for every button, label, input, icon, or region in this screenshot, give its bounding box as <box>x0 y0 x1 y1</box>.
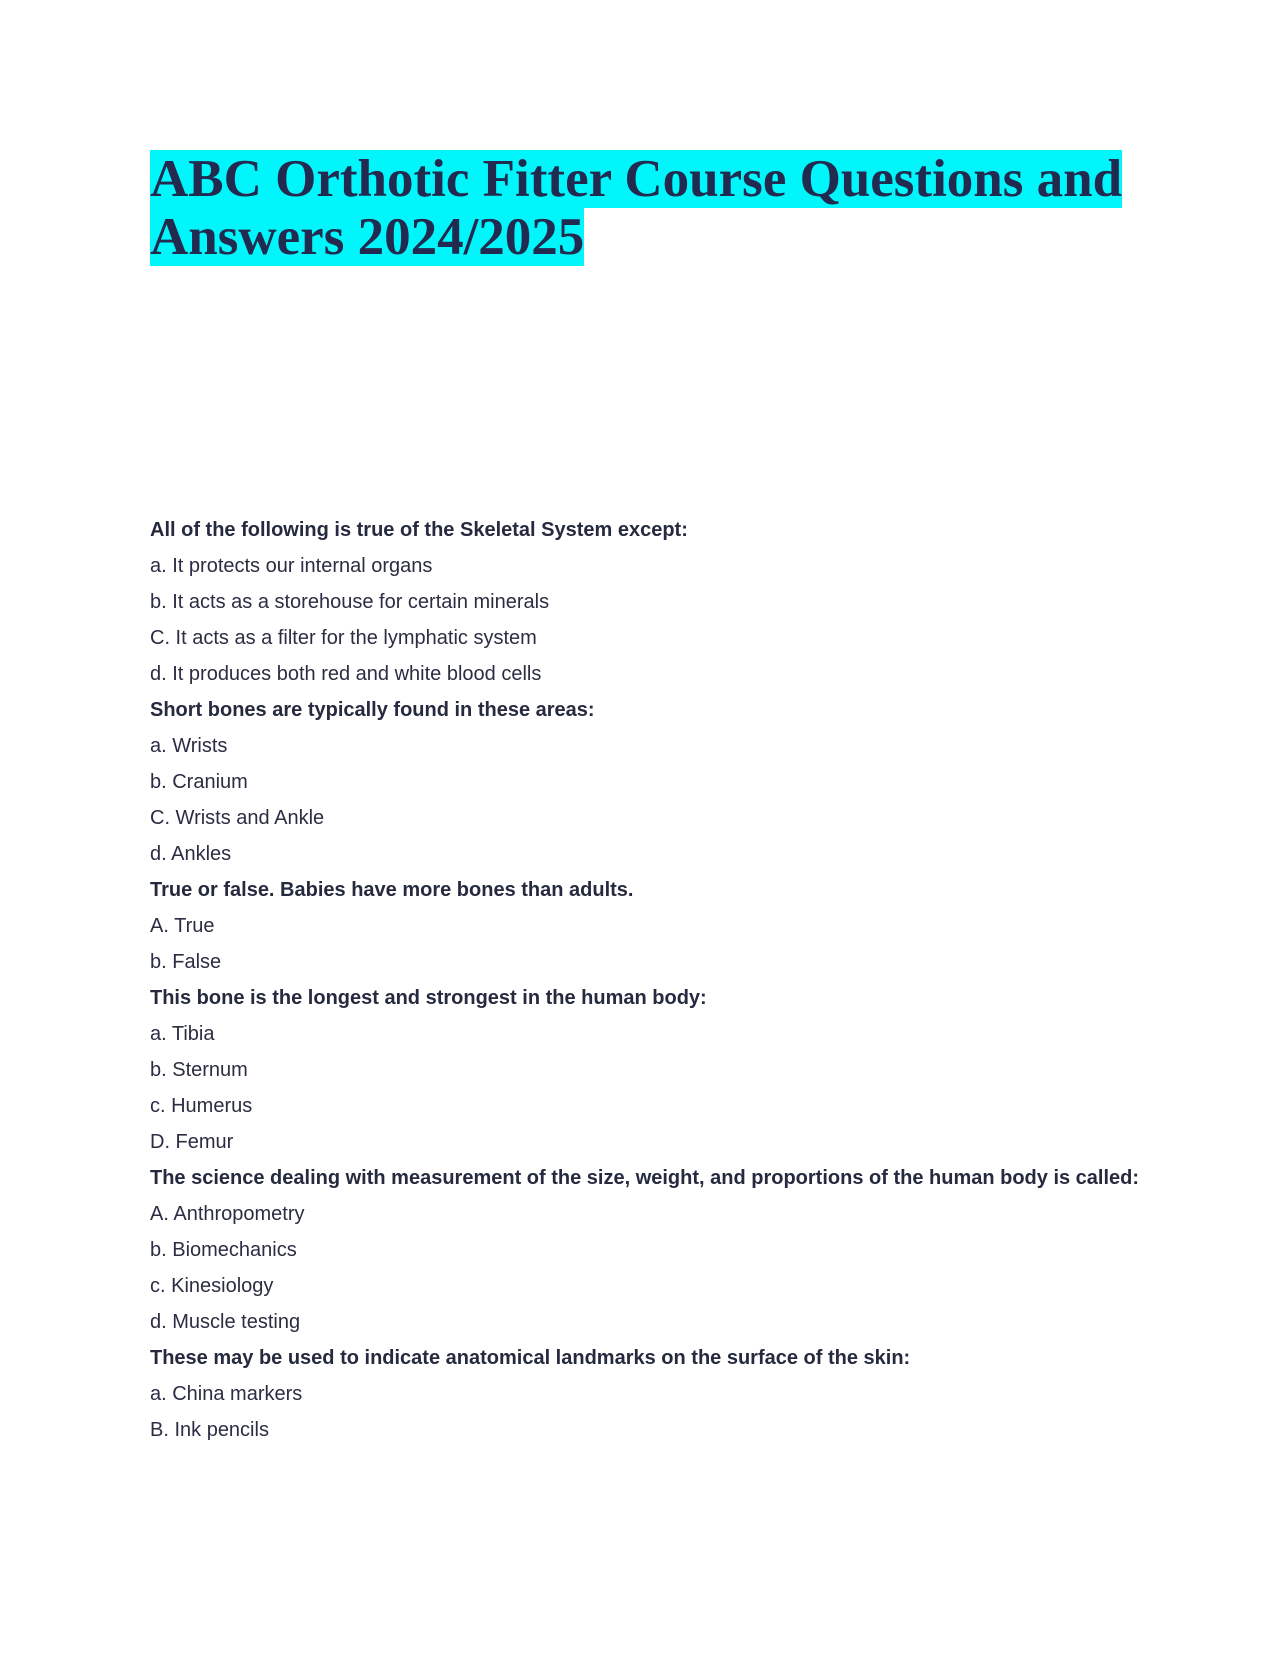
question-block <box>150 692 1160 872</box>
question-list <box>150 512 1160 1448</box>
answer-option: C. Wrists and Ankle <box>150 807 325 829</box>
question-block <box>150 1340 1160 1448</box>
answer-option: c. Kinesiology <box>150 1275 274 1297</box>
answer-option: b. Sternum <box>150 1059 248 1081</box>
question-block <box>150 980 1160 1160</box>
answer-option: b. False <box>150 951 222 973</box>
question-text: This bone is the longest and strongest in the human body: <box>150 987 707 1009</box>
answer-option: c. Humerus <box>150 1095 253 1117</box>
answer-option: a. Wrists <box>150 735 228 757</box>
answer-option: C. It acts as a filter for the lymphatic system <box>150 627 537 649</box>
question-text: Short bones are typically found in these areas: <box>150 699 595 721</box>
question-block <box>150 1160 1160 1340</box>
question-text: The science dealing with measurement of the size, weight, and proportions of the human body is called: <box>150 1167 1140 1189</box>
title-line-text: ABC Orthotic Fitter Course Questions and <box>150 150 1123 208</box>
title-line <box>150 150 1150 208</box>
answer-option: b. Biomechanics <box>150 1239 297 1261</box>
answer-option: a. Tibia <box>150 1023 215 1045</box>
answer-option: a. It protects our internal organs <box>150 555 433 577</box>
document-title <box>150 150 1150 266</box>
title-line-text: Answers 2024/2025 <box>150 208 585 266</box>
answer-option: a. China markers <box>150 1383 303 1405</box>
question-text: True or false. Babies have more bones than adults. <box>150 879 634 901</box>
answer-option: b. It acts as a storehouse for certain minerals <box>150 591 550 613</box>
title-line <box>150 208 1150 266</box>
answer-option: d. Ankles <box>150 843 232 865</box>
question-block <box>150 872 1160 980</box>
answer-option: b. Cranium <box>150 771 248 793</box>
answer-option: d. Muscle testing <box>150 1311 301 1333</box>
answer-option: B. Ink pencils <box>150 1419 269 1441</box>
question-text: These may be used to indicate anatomical landmarks on the surface of the skin: <box>150 1347 911 1369</box>
answer-option: A. True <box>150 915 215 937</box>
question-text: All of the following is true of the Skeletal System except: <box>150 519 688 541</box>
answer-option: A. Anthropometry <box>150 1203 305 1225</box>
question-block <box>150 512 1160 692</box>
answer-option: d. It produces both red and white blood cells <box>150 663 542 685</box>
answer-option: D. Femur <box>150 1131 234 1153</box>
